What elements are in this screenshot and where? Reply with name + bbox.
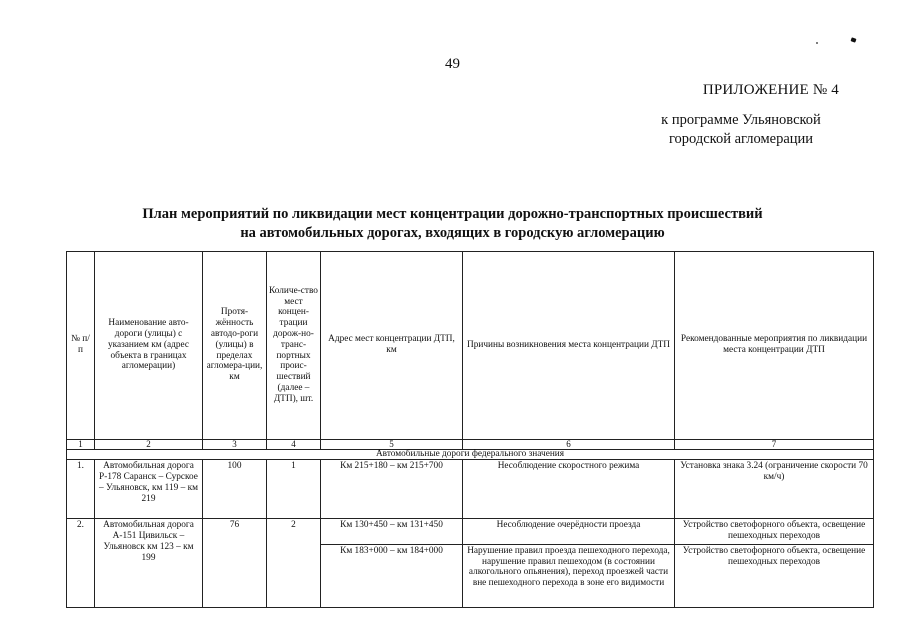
road-name: Автомобильная дорога Р-178 Саранск – Сурское – Ульяновск, км 119 – км 219: [95, 460, 203, 519]
header-length: Протя-жённость автодо-роги (улицы) в пределах агломера-ции, км: [203, 252, 267, 440]
accident-count: 1: [267, 460, 321, 519]
header-road: Наименование авто-дороги (улицы) с указанием км (адрес объекта в границах агломерации): [95, 252, 203, 440]
header-address: Адрес мест концентрации ДТП, км: [321, 252, 463, 440]
column-number-row: [67, 439, 874, 449]
column-number: 7: [675, 439, 874, 449]
table-row: [67, 519, 874, 544]
column-number: 1: [67, 439, 95, 449]
appendix-title: ПРИЛОЖЕНИЕ № 4: [702, 82, 839, 98]
row-number: 1.: [67, 460, 95, 519]
road-length: 100: [203, 460, 267, 519]
column-number: 6: [463, 439, 675, 449]
column-number: 4: [267, 439, 321, 449]
table-row: [67, 460, 874, 519]
appendix-note-line1: к программе Ульяновской: [661, 112, 821, 128]
section-title: Автомобильные дороги федерального значения: [67, 449, 874, 459]
accident-address: Км 215+180 – км 215+700: [321, 460, 463, 519]
appendix-note-line2: городской агломерации: [668, 131, 814, 147]
table-header-row: [67, 252, 874, 440]
measures-table: [66, 251, 874, 608]
column-number: 2: [95, 439, 203, 449]
accident-cause: Несоблюдение очерёдности проезда: [463, 519, 675, 544]
document-title: [0, 205, 905, 243]
recommended-measure: Устройство светофорного объекта, освещение пешеходных переходов: [675, 519, 874, 544]
recommended-measure: Установка знака 3.24 (ограничение скорости 70 км/ч): [675, 460, 874, 519]
document-title-line2: на автомобильных дорогах, входящих в городскую агломерацию: [240, 225, 665, 241]
accident-cause: Нарушение правил проезда пешеходного перехода, нарушение правил пешеходом (в состоянии алкогольного опьянения), переход проезжей части вне пешеходного перехода в зоне его видимости: [463, 544, 675, 607]
column-number: 3: [203, 439, 267, 449]
header-measure: Рекомендованные мероприятия по ликвидации места концентрации ДТП: [675, 252, 874, 440]
header-num: № п/п: [67, 252, 95, 440]
accident-cause: Несоблюдение скоростного режима: [463, 460, 675, 519]
header-cause: Причины возникновения места концентрации ДТП: [463, 252, 675, 440]
road-name: Автомобильная дорога А-151 Цивильск – Ульяновск км 123 – км 199: [95, 519, 203, 608]
scan-artifact-dot: [816, 42, 818, 44]
header-count: Количе-ство мест концен-трации дорож-но-транс-портных проис-шествий (далее – ДТП), шт.: [267, 252, 321, 440]
recommended-measure: Устройство светофорного объекта, освещение пешеходных переходов: [675, 544, 874, 607]
accident-address: Км 130+450 – км 131+450: [321, 519, 463, 544]
appendix-note: [641, 111, 841, 149]
document-title-line1: План мероприятий по ликвидации мест концентрации дорожно-транспортных происшествий: [142, 206, 763, 222]
page-number: 49: [445, 56, 460, 72]
section-row: [67, 449, 874, 459]
column-number: 5: [321, 439, 463, 449]
scan-artifact-mark: [850, 37, 856, 42]
accident-address: Км 183+000 – км 184+000: [321, 544, 463, 607]
row-number: 2.: [67, 519, 95, 608]
accident-count: 2: [267, 519, 321, 608]
road-length: 76: [203, 519, 267, 608]
